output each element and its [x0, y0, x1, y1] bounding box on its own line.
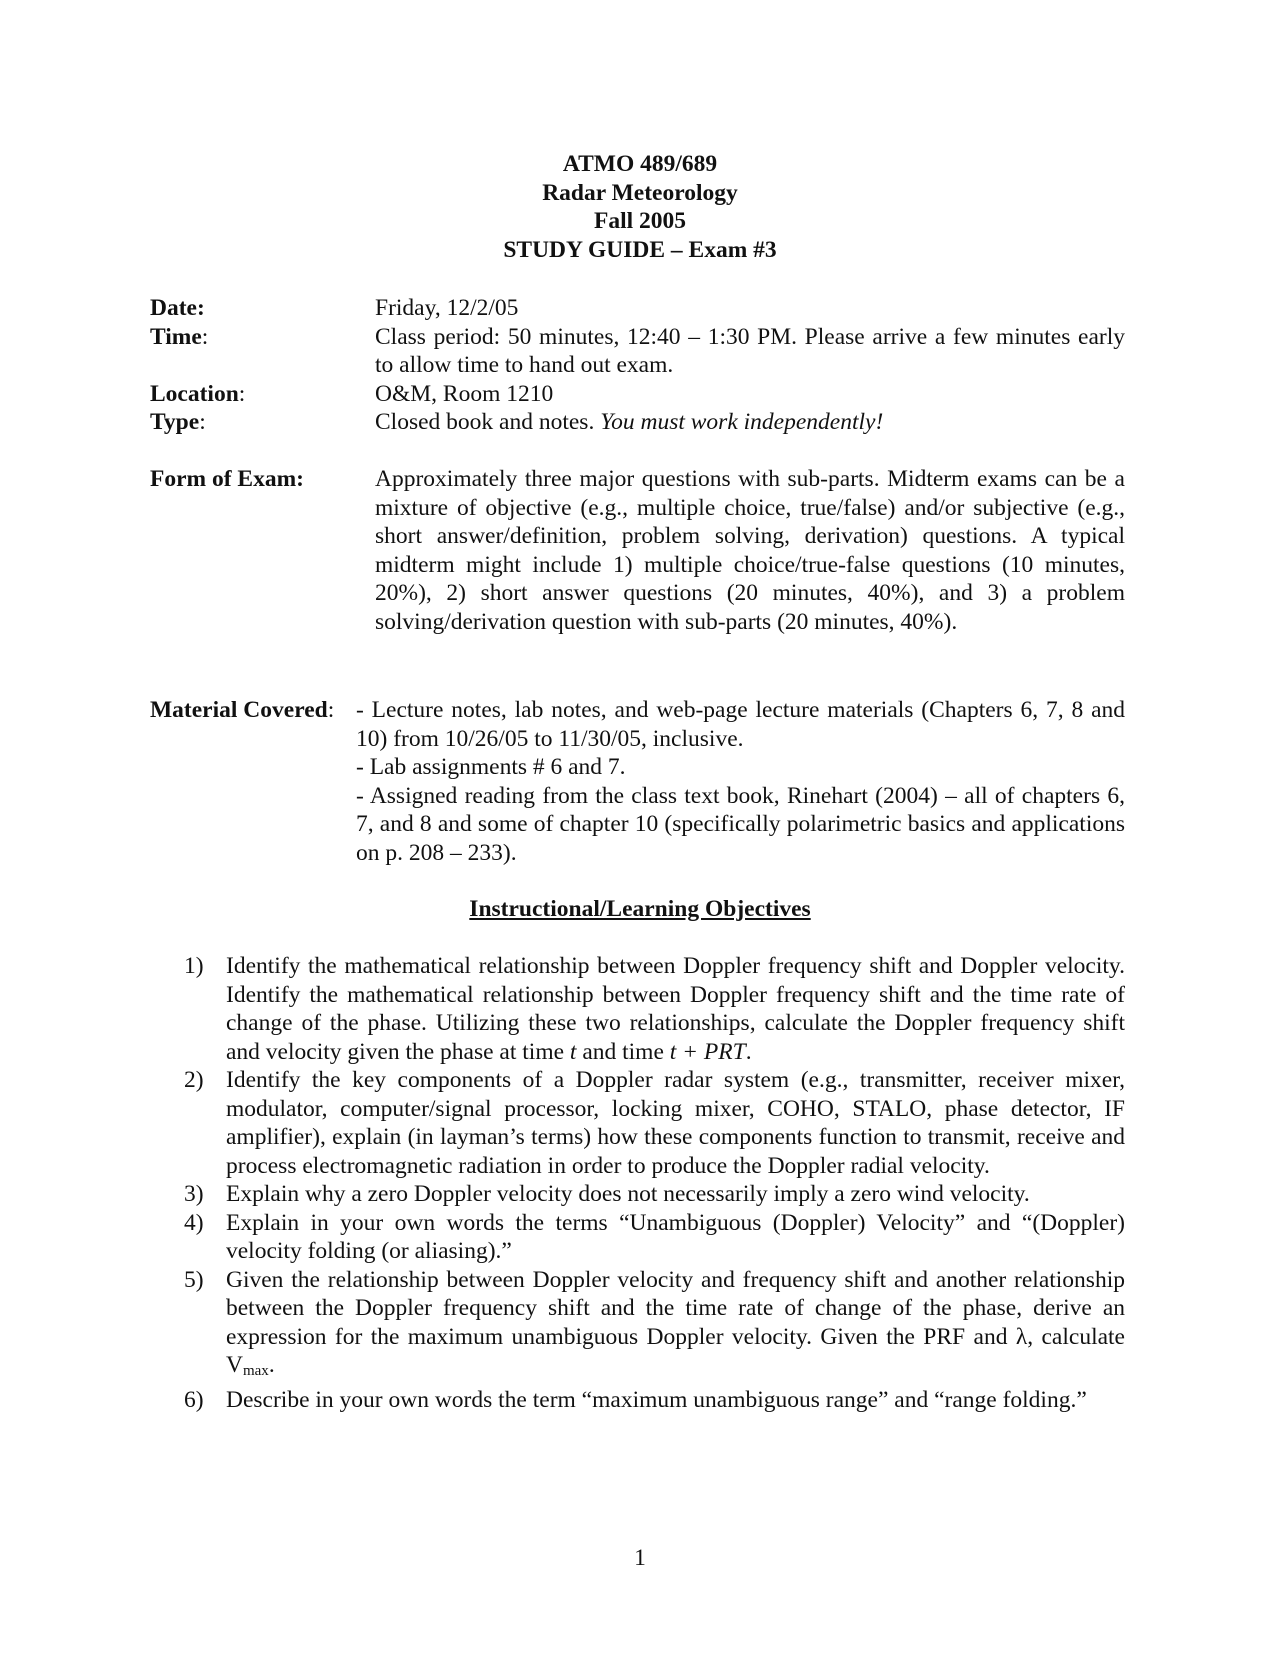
objective-number: 5) — [184, 1266, 204, 1293]
objective-item — [184, 1386, 1125, 1415]
objective-text: and time — [576, 1038, 670, 1065]
time-value: Class period: 50 minutes, 12:40 – 1:30 PM. Please arrive a few minutes early to allow time to hand out exam. — [375, 323, 1125, 378]
objectives-list — [184, 952, 1125, 1414]
time-colon: : — [201, 323, 209, 350]
variable-t-prt: t + PRT — [669, 1038, 746, 1065]
objective-item — [184, 1180, 1125, 1209]
objective-item — [184, 1066, 1125, 1180]
material-item: - Lab assignments # 6 and 7. — [356, 754, 626, 780]
type-row — [150, 408, 1125, 437]
location-label: Location — [150, 380, 239, 407]
location-value: O&M, Room 1210 — [375, 380, 554, 407]
document-header — [0, 150, 1280, 264]
material-item: - Assigned reading from the class text book, Rinehart (2004) – all of chapters 6, 7, and 8 and some of chapter 10 (specifically polarimetric basics and applications on p. 208 – 233). — [356, 782, 1125, 866]
form-label: Form of Exam: — [150, 466, 305, 492]
objective-text: Explain in your own words the terms “Unambiguous (Doppler) Velocity” and “(Doppler) velocity folding (or aliasing).” — [226, 1209, 1125, 1264]
variable-t: t — [569, 1038, 577, 1065]
location-colon: : — [238, 380, 246, 407]
objective-item — [184, 1209, 1125, 1266]
objective-item — [184, 952, 1125, 1066]
type-colon: : — [199, 409, 206, 435]
objective-text: . — [745, 1038, 752, 1065]
objective-number: 1) — [184, 953, 204, 979]
time-label: Time — [150, 323, 202, 350]
date-label: Date: — [150, 295, 205, 321]
objective-item — [184, 1266, 1125, 1386]
term: Fall 2005 — [593, 208, 687, 234]
objective-text: Given the relationship between Doppler velocity and frequency shift and another relationship between the Doppler frequency shift and the time rate of change of the phase, derive an expression for the maximum unambiguous Doppler velocity. Given the PRF and λ, calculate V — [226, 1266, 1125, 1378]
objective-text: Describe in your own words the term “maximum unambiguous range” and “range folding.” — [226, 1386, 1087, 1413]
course-title: Radar Meteorology — [542, 179, 738, 206]
date-value: Friday, 12/2/05 — [375, 295, 519, 321]
page-number: 1 — [634, 1545, 646, 1571]
form-value: Approximately three major questions with sub-parts. Midterm exams can be a mixture of objective (e.g., multiple choice, true/false) and/or subjective (e.g., short answer/definition, problem solving, derivation) questions. A typical midterm might include 1) multiple choice/true-false questions (10 minutes, 20%), 2) short answer questions (20 minutes, 40%), and 3) a problem solving/derivation question with sub-parts (20 minutes, 40%). — [375, 466, 1125, 635]
type-value-emphasis: You must work independently! — [600, 409, 884, 435]
material-covered — [150, 696, 1125, 866]
location-row — [150, 380, 1125, 409]
material-colon: : — [327, 697, 335, 723]
material-label: Material Covered — [150, 697, 328, 723]
objective-number: 4) — [184, 1209, 204, 1236]
objectives-heading: Instructional/Learning Objectives — [469, 896, 811, 922]
type-value-plain: Closed book and notes. — [375, 409, 601, 435]
objective-text: . — [268, 1352, 275, 1378]
date-row — [150, 294, 1125, 323]
document-title: STUDY GUIDE – Exam #3 — [503, 236, 777, 263]
type-label: Type — [150, 409, 200, 435]
form-row — [150, 465, 1125, 636]
type-value — [375, 408, 1125, 437]
objective-number: 2) — [184, 1067, 204, 1093]
material-list — [356, 696, 1125, 867]
objective-number: 6) — [184, 1386, 204, 1413]
objective-text: Explain why a zero Doppler velocity does not necessarily imply a zero wind velocity. — [226, 1181, 1030, 1207]
subscript-max: max — [242, 1363, 269, 1379]
objective-number: 3) — [184, 1181, 204, 1207]
time-row — [150, 323, 1125, 380]
objective-text: Identify the key components of a Doppler radar system (e.g., transmitter, receiver mixer, modulator, computer/signal processor, locking mixer, COHO, STALO, phase detector, IF amplifier), explain (in layman’s terms) how these components function to transmit, receive and process electromagnetic radiation in order to produce the Doppler radial velocity. — [226, 1067, 1125, 1179]
exam-info — [150, 294, 1125, 636]
course-code: ATMO 489/689 — [562, 151, 718, 177]
objective-text: Identify the mathematical relationship between Doppler frequency shift and Doppler velocity. Identify the mathematical relationship between Doppler frequency shift and the time rate of change of the phase. Utilizing these two relationships, calculate the Doppler frequency shift and velocity given the phase at time — [226, 953, 1125, 1065]
material-item: - Lecture notes, lab notes, and web-page lecture materials (Chapters 6, 7, 8 and 10) from 10/26/05 to 11/30/05, inclusive. — [356, 697, 1125, 752]
